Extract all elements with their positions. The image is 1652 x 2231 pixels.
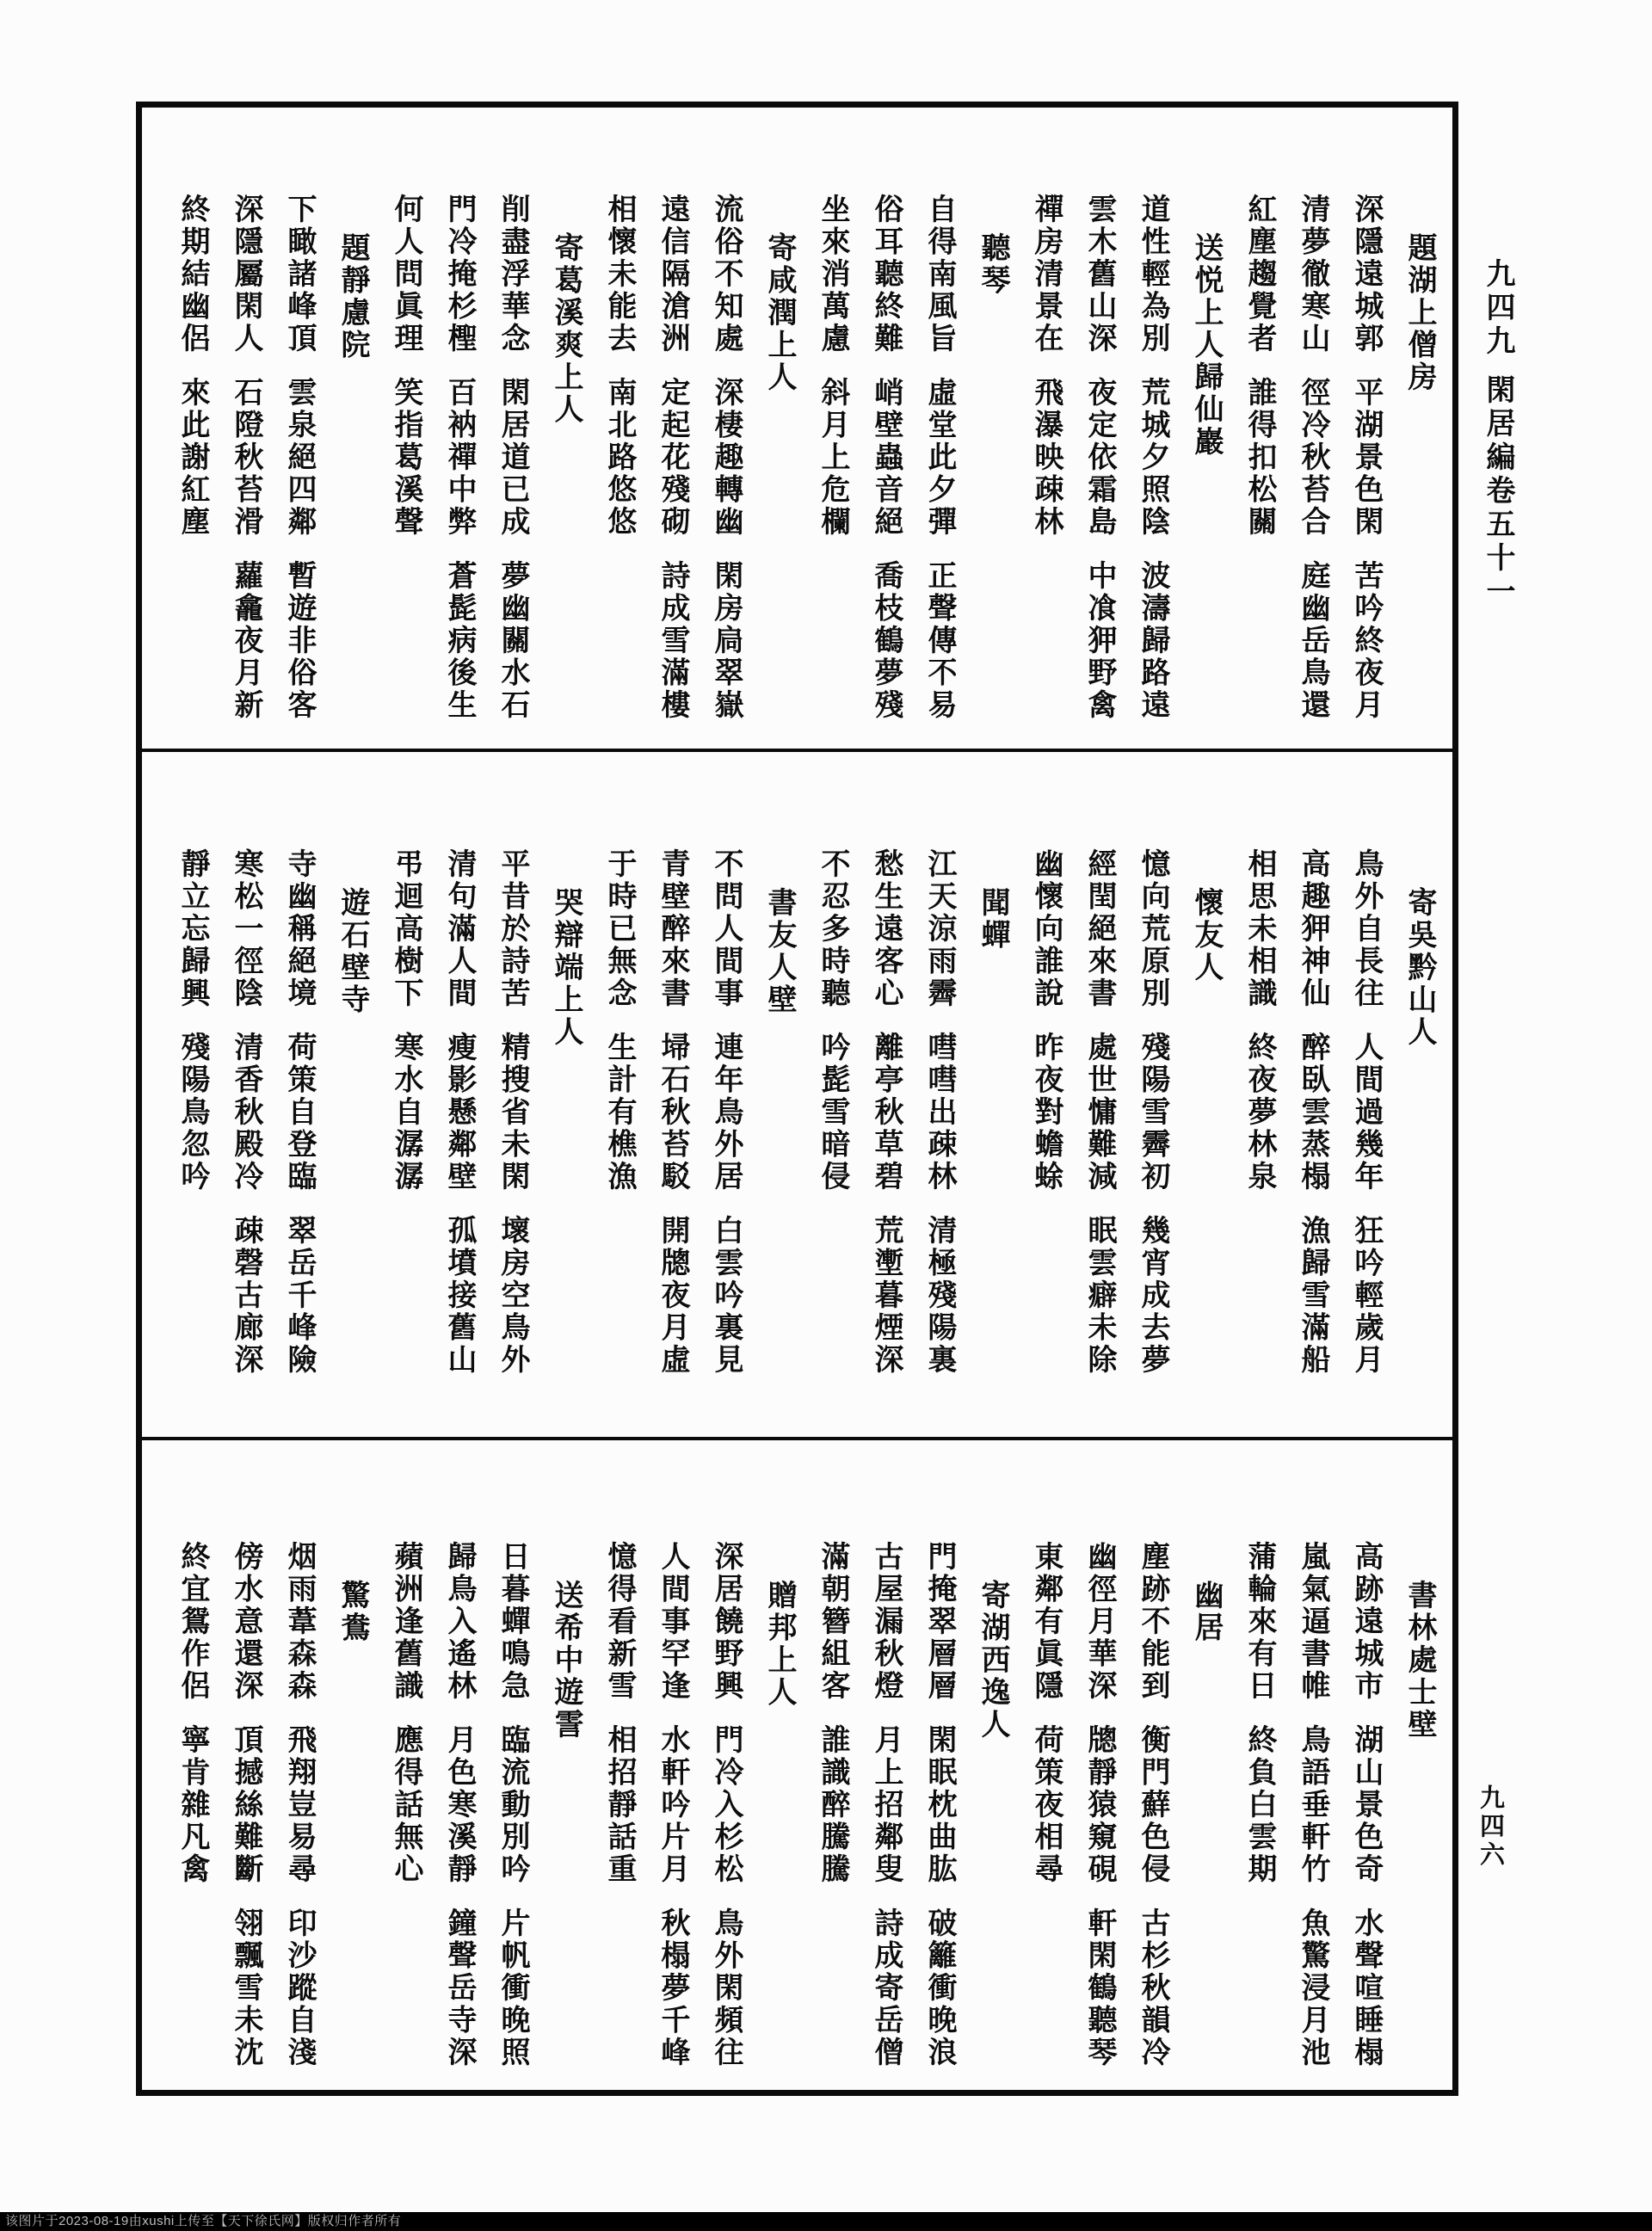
verse-line: 飛翔豈易尋 [283,1724,315,1886]
verse-line: 門冷入杉松 [710,1724,742,1886]
verse-column [592,848,645,1408]
verse-line: 寒水自潺潺 [390,1032,422,1193]
verse-line: 平昔於詩苦 [496,848,528,1010]
verse-line: 于時已無念 [603,848,635,1010]
verse-line: 青壁醉來書 [656,848,688,1010]
verse-column [912,848,965,1408]
verse-column [1125,848,1179,1408]
poem-title-column [1392,848,1446,1408]
verse-line: 夜定依霜島 [1083,377,1115,539]
poem-title: 聽琴 [977,232,1008,297]
verse-line: 道性輕為別 [1137,194,1168,355]
verse-line: 石隥秋苔滑 [230,377,262,539]
poem-title-column [752,1541,805,2100]
verse-line: 弔迴高樹下 [390,848,422,1010]
poem-title: 寄湖西逸人 [977,1580,1008,1741]
verse-line: 瘦影懸鄰壁 [443,1032,475,1193]
verse-line: 古屋漏秋燈 [870,1541,902,1703]
verse-column [485,848,539,1408]
verse-column [432,1541,485,2100]
verse-line: 終宜鴛作侶 [176,1541,208,1703]
verse-line: 嵐氣逼書帷 [1297,1541,1328,1703]
verse-line: 憶向荒原別 [1137,848,1168,1010]
verse-column [485,1541,539,2100]
verse-line: 連年鳥外居 [710,1032,742,1193]
verse-column [165,194,219,753]
register-top [142,108,1452,749]
verse-line: 蘋洲逢舊識 [390,1541,422,1703]
verse-column [1232,194,1285,753]
verse-column [1019,848,1072,1408]
verse-line: 夢幽關水石 [496,560,528,722]
verse-line: 壞房空鳥外 [496,1215,528,1377]
verse-column [1339,848,1392,1408]
poem-title: 書友人壁 [763,887,795,1016]
verse-line: 眠雲癖未除 [1083,1215,1115,1377]
verse-line: 清極殘陽裏 [923,1215,955,1377]
verse-line: 水聲喧睡榻 [1350,1907,1382,2069]
verse-line: 不問人間事 [710,848,742,1010]
register-bottom [142,1440,1452,2090]
verse-line: 深隱屬閑人 [230,194,262,355]
poem-title-column [325,848,379,1408]
verse-line: 印沙蹤自淺 [283,1907,315,2069]
verse-column [592,194,645,753]
verse-line: 傍水意還深 [230,1541,262,1703]
verse-line: 殘陽鳥忽吟 [176,1032,208,1193]
verse-line: 孤墳接舊山 [443,1215,475,1377]
verse-line: 寧肯雜凡禽 [176,1724,208,1886]
verse-column [165,848,219,1408]
folio-number: 九四六 [1476,1784,1504,1870]
verse-column [912,194,965,753]
verse-line: 翎飄雪未沈 [230,1907,262,2069]
verse-column [699,848,752,1408]
verse-line: 笑指葛溪聲 [390,377,422,539]
verse-line: 軒閑鶴聽琴 [1083,1907,1115,2069]
verse-line: 平湖景色閑 [1350,377,1382,539]
verse-line: 何人問眞理 [390,194,422,355]
verse-column [645,1541,699,2100]
poem-title: 寄葛溪爽上人 [550,232,582,426]
verse-line: 古杉秋韻冷 [1137,1907,1168,2069]
poem-title: 送希中遊霅 [550,1580,582,1741]
verse-line: 相招靜話重 [603,1724,635,1886]
verse-column [272,194,325,753]
poem-title-column [325,194,379,753]
verse-line: 埽石秋苔駁 [656,1032,688,1193]
poem-title-column [1179,1541,1232,2100]
verse-column [1125,194,1179,753]
poem-title-column [965,194,1019,753]
register-middle [142,752,1452,1437]
verse-column [1125,1541,1179,2100]
verse-column [859,848,912,1408]
verse-line: 滿朝簪組客 [817,1541,848,1703]
verse-line: 詩成雪滿樓 [656,560,688,722]
poem-title-column [752,848,805,1408]
verse-line: 喬枝鶴夢殘 [870,560,902,722]
verse-line: 雲木舊山深 [1083,194,1115,355]
verse-line: 紅塵趨覺者 [1243,194,1275,355]
poem-title: 題湖上僧房 [1403,232,1435,394]
verse-column [1019,1541,1072,2100]
verse-line: 離亭秋草碧 [870,1032,902,1193]
verse-line: 翠岳千峰險 [283,1215,315,1377]
poem-title-column [1179,194,1232,753]
verse-line: 禪房清景在 [1030,194,1062,355]
verse-line: 歸鳥入遙林 [443,1541,475,1703]
verse-line: 寒松一徑陰 [230,848,262,1010]
verse-column [1339,194,1392,753]
verse-line: 終負白雲期 [1243,1724,1275,1886]
verse-column [1285,848,1339,1408]
verse-line: 醉臥雲蒸榻 [1297,1032,1328,1193]
verse-line: 白雲吟裏見 [710,1215,742,1377]
verse-line: 鳥外閑頻往 [710,1907,742,2069]
poem-title: 寄吳黔山人 [1403,887,1435,1049]
verse-line: 深居饒野興 [710,1541,742,1703]
verse-column [219,848,272,1408]
verse-column [1232,1541,1285,2100]
verse-line: 下瞰諸峰頂 [283,194,315,355]
verse-line: 正聲傳不易 [923,560,955,722]
verse-column [1285,194,1339,753]
verse-column [699,194,752,753]
verse-line: 片帆衝晚照 [496,1907,528,2069]
verse-column [432,848,485,1408]
verse-line: 日暮蟬鳴急 [496,1541,528,1703]
verse-line: 開牕夜月虛 [656,1215,688,1377]
verse-line: 庭幽岳鳥還 [1297,560,1328,722]
verse-line: 衡門蘚色侵 [1137,1724,1168,1886]
verse-column [1072,194,1125,753]
verse-line: 鐘聲岳寺深 [443,1907,475,2069]
poem-title: 寄咸潤上人 [763,232,795,394]
verse-line: 詩成寄岳僧 [870,1907,902,2069]
verse-line: 波濤歸路遠 [1137,560,1168,722]
verse-line: 不忍多時聽 [817,848,848,1010]
verse-line: 深棲趣轉幽 [710,377,742,539]
verse-line: 閑居道已成 [496,377,528,539]
poem-title: 送悦上人歸仙巖 [1190,232,1222,459]
verse-column [1285,1541,1339,2100]
verse-line: 蒲輪來有日 [1243,1541,1275,1703]
verse-line: 疎磬古廊深 [230,1215,262,1377]
verse-column [912,1541,965,2100]
verse-column [699,1541,752,2100]
verse-line: 高趣狎神仙 [1297,848,1328,1010]
verse-column [1072,1541,1125,2100]
verse-column [1072,848,1125,1408]
verse-line: 幽懷向誰說 [1030,848,1062,1010]
verse-line: 門掩翠層層 [923,1541,955,1703]
text-frame-inner [142,108,1452,2090]
verse-column [272,848,325,1408]
verse-line: 俗耳聽終難 [870,194,902,355]
verse-line: 漁歸雪滿船 [1297,1215,1328,1377]
verse-line: 終夜夢林泉 [1243,1032,1275,1193]
verse-line: 遠信隔滄洲 [656,194,688,355]
verse-line: 生計有樵漁 [603,1032,635,1193]
verse-column [1019,194,1072,753]
verse-line: 臨流動別吟 [496,1724,528,1886]
verse-line: 蘿龕夜月新 [230,560,262,722]
poem-title: 題靜慮院 [336,232,368,361]
verse-line: 誰得扣松關 [1243,377,1275,539]
verse-column [805,848,859,1408]
poem-title-column [539,848,592,1408]
verse-line: 峭壁蟲音絕 [870,377,902,539]
verse-column [165,1541,219,2100]
text-frame-border [136,102,1458,2096]
verse-line: 荷策夜相尋 [1030,1724,1062,1886]
verse-line: 江天涼雨霽 [923,848,955,1010]
verse-line: 狂吟輕歲月 [1350,1215,1382,1377]
verse-line: 清香秋殿冷 [230,1032,262,1193]
verse-line: 憶得看新雪 [603,1541,635,1703]
verse-line: 清夢徹寒山 [1297,194,1328,355]
verse-line: 終期結幽侶 [176,194,208,355]
verse-column [379,1541,432,2100]
verse-line: 削盡浮華念 [496,194,528,355]
verse-line: 魚驚浸月池 [1297,1907,1328,2069]
poem-title-column [1179,848,1232,1408]
poem-title: 書林處士壁 [1403,1580,1435,1741]
verse-column [272,1541,325,2100]
verse-line: 蒼髭病後生 [443,560,475,722]
verse-line: 苦吟終夜月 [1350,560,1382,722]
verse-line: 斜月上危欄 [817,377,848,539]
verse-line: 清句滿人間 [443,848,475,1010]
verse-line: 月上招鄰叟 [870,1724,902,1886]
poem-title-column [1392,1541,1446,2100]
verse-line: 鳥外自長往 [1350,848,1382,1010]
margin-volume-label [1476,258,1519,609]
watermark-text: 该图片于2023-08-19由xushi上传至【天下徐氏网】版权归作者所有 [5,2214,402,2228]
verse-line: 嘒嘒出疎林 [923,1032,955,1193]
watermark-bar [0,2212,1652,2231]
verse-column [219,194,272,753]
verse-line: 人間事罕逢 [656,1541,688,1703]
poem-title-column [1392,194,1446,753]
poem-title: 驚鴦 [336,1580,368,1644]
verse-column [219,1541,272,2100]
verse-line: 月色寒溪靜 [443,1724,475,1886]
verse-line: 高跡遠城市 [1350,1541,1382,1703]
verse-line: 湖山景色奇 [1350,1724,1382,1886]
verse-line: 處世慵難減 [1083,1032,1115,1193]
verse-line: 定起花殘砌 [656,377,688,539]
verse-column [485,194,539,753]
verse-line: 南北路悠悠 [603,377,635,539]
verse-column [859,194,912,753]
verse-column [1339,1541,1392,2100]
verse-line: 誰識醉騰騰 [817,1724,848,1886]
verse-line: 牕靜猿窺硯 [1083,1724,1115,1886]
poem-title-column [325,1541,379,2100]
verse-line: 百衲禪中弊 [443,377,475,539]
verse-line: 寺幽稱絕境 [283,848,315,1010]
verse-column [432,194,485,753]
verse-column [379,848,432,1408]
verse-line: 幽徑月華深 [1083,1541,1115,1703]
poem-title-column [539,1541,592,2100]
verse-line: 荒壍暮煙深 [870,1215,902,1377]
poem-title-column [965,848,1019,1408]
verse-line: 徑冷秋苔合 [1297,377,1328,539]
verse-line: 頂撼絲難斷 [230,1724,262,1886]
verse-line: 吟髭雪暗侵 [817,1032,848,1193]
verse-line: 流俗不知處 [710,194,742,355]
verse-line: 雲泉絕四鄰 [283,377,315,539]
verse-column [805,1541,859,2100]
volume-page-number: 九四九 [1482,258,1513,359]
verse-column [379,194,432,753]
verse-line: 相思未相識 [1243,848,1275,1010]
volume-title: 閑居編卷五十一 [1482,374,1513,609]
verse-line: 東鄰有眞隱 [1030,1541,1062,1703]
verse-line: 門冷掩杉檉 [443,194,475,355]
poem-title-column [965,1541,1019,2100]
poem-title: 贈邦上人 [763,1580,795,1709]
verse-line: 中飡狎野禽 [1083,560,1115,722]
verse-column [645,848,699,1408]
verse-line: 破籬衝晚浪 [923,1907,955,2069]
poem-title-column [539,194,592,753]
verse-line: 殘陽雪霽初 [1137,1032,1168,1193]
verse-line: 飛瀑映疎林 [1030,377,1062,539]
poem-title: 幽居 [1190,1580,1222,1644]
verse-line: 閑房扃翠嶽 [710,560,742,722]
verse-column [1232,848,1285,1408]
verse-line: 深隱遠城郭 [1350,194,1382,355]
verse-line: 坐來消萬慮 [817,194,848,355]
verse-column [645,194,699,753]
verse-line: 暫遊非俗客 [283,560,315,722]
verse-column [859,1541,912,2100]
verse-line: 昨夜對蟾蜍 [1030,1032,1062,1193]
verse-line: 相懷未能去 [603,194,635,355]
verse-column [805,194,859,753]
verse-line: 幾宵成去夢 [1137,1215,1168,1377]
poem-title: 哭辯端上人 [550,887,582,1049]
verse-line: 經閏絕來書 [1083,848,1115,1010]
poem-title: 懷友人 [1190,887,1222,984]
verse-line: 荒城夕照陰 [1137,377,1168,539]
verse-line: 塵跡不能到 [1137,1541,1168,1703]
poem-title-column [752,194,805,753]
verse-line: 秋榻夢千峰 [656,1907,688,2069]
verse-line: 水軒吟片月 [656,1724,688,1886]
verse-line: 閑眠枕曲肱 [923,1724,955,1886]
verse-line: 精搜省未閑 [496,1032,528,1193]
verse-line: 應得話無心 [390,1724,422,1886]
verse-line: 荷策自登臨 [283,1032,315,1193]
verse-line: 愁生遠客心 [870,848,902,1010]
verse-line: 虛堂此夕彈 [923,377,955,539]
verse-line: 人間過幾年 [1350,1032,1382,1193]
verse-line: 靜立忘歸興 [176,848,208,1010]
verse-line: 烟雨葦森森 [283,1541,315,1703]
verse-line: 自得南風旨 [923,194,955,355]
verse-line: 來此謝紅塵 [176,377,208,539]
poem-title: 遊石壁寺 [336,887,368,1016]
poem-title: 聞蟬 [977,887,1008,952]
verse-line: 鳥語垂軒竹 [1297,1724,1328,1886]
verse-column [592,1541,645,2100]
